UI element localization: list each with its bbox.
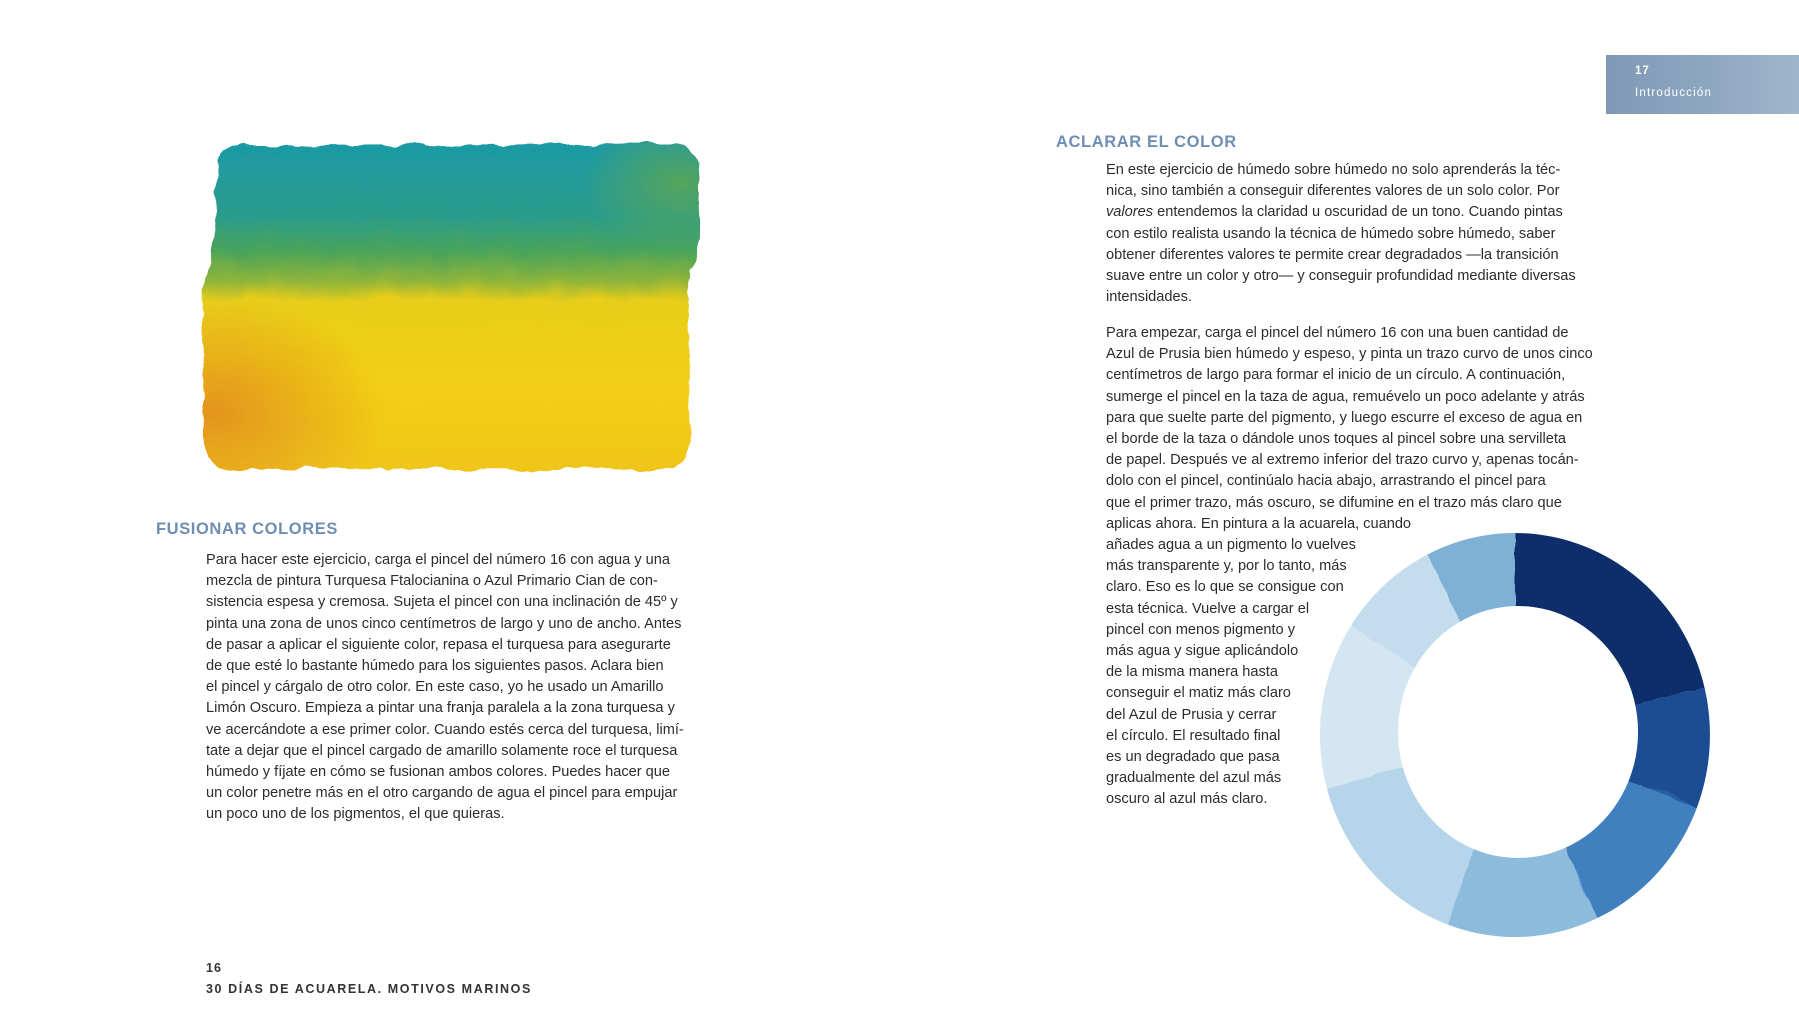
text-segment: nica, sino también a conseguir diferentes valores de un solo color. Por — [1106, 183, 1560, 200]
text-segment: intensidades. — [1106, 289, 1193, 306]
text-line: ve acercándote a ese primer color. Cuando estés cerca del turquesa, limí- — [206, 721, 684, 738]
text-line: añades agua a un pigmento lo vuelves — [1106, 537, 1356, 554]
text-line: más agua y sigue aplicándolo — [1106, 643, 1299, 660]
text-line: que el primer trazo, más oscuro, se difumine en el trazo más claro que — [1106, 494, 1562, 511]
text-line: pinta una zona de unos cinco centímetros de largo y uno de ancho. Antes — [206, 615, 682, 632]
text-line: Limón Oscuro. Empieza a pintar una franja paralela a la zona turquesa y — [206, 700, 675, 717]
text-line: el pincel y cárgalo de otro color. En este caso, yo he usado un Amarillo — [206, 679, 664, 696]
text-line: el borde de la taza o dándole unos toques al pincel sobre una servilleta — [1106, 431, 1567, 448]
text-segment: entendemos la claridad u oscuridad de un tono. Cuando pintas — [1153, 204, 1563, 221]
page-number-right: 17 — [1635, 65, 1650, 77]
text-line: húmedo y fíjate en cómo se fusionan ambos colores. Puedes hacer que — [206, 764, 671, 781]
text-line: de que esté lo bastante húmedo para los siguientes pasos. Aclara bien — [206, 658, 664, 675]
section-title-fusionar-colores: FUSIONAR COLORES — [156, 520, 338, 538]
book-title-footer: 30 DÍAS DE ACUARELA. MOTIVOS MARINOS — [206, 982, 532, 996]
section-title-aclarar-el-color: ACLARAR EL COLOR — [1056, 133, 1237, 151]
text-line: gradualmente del azul más — [1106, 770, 1282, 787]
text-segment: con estilo realista usando la técnica de húmedo sobre húmedo, saber — [1106, 225, 1556, 242]
turquoise-yellow-watercolor-swatch — [200, 140, 700, 475]
text-line: esta técnica. Vuelve a cargar el — [1106, 600, 1310, 617]
right-page — [900, 0, 1799, 1036]
chapter-tab — [1606, 55, 1799, 114]
text-segment: suave entre un color y otro— y conseguir profundidad mediante diversas — [1106, 268, 1576, 285]
text-line: oscuro al azul más claro. — [1106, 791, 1268, 808]
text-line: Azul de Prusia bien húmedo y espeso, y pinta un trazo curvo de unos cinco — [1106, 346, 1593, 363]
text-line: sumerge el pincel en la taza de agua, remuévelo un poco adelante y atrás — [1106, 388, 1585, 405]
text-line: conseguir el matiz más claro — [1106, 685, 1291, 702]
text-line: de la misma manera hasta — [1106, 664, 1278, 681]
text-line: más transparente y, por lo tanto, más — [1106, 558, 1347, 575]
text-line: el círculo. El resultado final — [1106, 727, 1281, 744]
text-line: centímetros de largo para formar el inicio de un círculo. A continuación, — [1106, 367, 1566, 384]
text-segment: En este ejercicio de húmedo sobre húmedo no solo aprenderás la téc- — [1106, 162, 1561, 178]
text-line — [1106, 160, 1576, 181]
fusionar-colores-paragraph — [206, 550, 684, 826]
text-line: Para hacer este ejercicio, carga el pincel del número 16 con agua y una — [206, 552, 671, 568]
text-line: mezcla de pintura Turquesa Ftalocianina o Azul Primario Cian de con- — [206, 573, 658, 590]
text-line: es un degradado que pasa — [1106, 749, 1280, 766]
text-line — [1106, 287, 1576, 308]
text-line — [1106, 224, 1576, 245]
page-number-left: 16 — [206, 961, 222, 975]
text-line: de pasar a aplicar el siguiente color, repasa el turquesa para asegurarte — [206, 636, 671, 653]
text-line: del Azul de Prusia y cerrar — [1106, 706, 1277, 723]
text-line: sistencia espesa y cremosa. Sujeta el pincel con una inclinación de 45º y — [206, 594, 678, 611]
text-line: Para empezar, carga el pincel del número 16 con una buen cantidad de — [1106, 325, 1569, 341]
text-line: claro. Eso es lo que se consigue con — [1106, 579, 1344, 596]
text-line: aplicas ahora. En pintura a la acuarela, cuando — [1106, 515, 1412, 532]
text-line: un color penetre más en el otro cargando de agua el pincel para empujar — [206, 785, 678, 802]
text-line: dolo con el pincel, continúalo hacia abajo, arrastrando el pincel para — [1106, 473, 1546, 490]
text-line: un poco uno de los pigmentos, el que quieras. — [206, 806, 505, 823]
text-line: de papel. Después ve al extremo inferior del trazo curvo y, apenas tocán- — [1106, 452, 1579, 469]
text-line — [1106, 181, 1576, 202]
text-line: para que suelte parte del pigmento, y luego escurre el exceso de agua en — [1106, 409, 1583, 426]
prussian-blue-watercolor-ring — [1315, 528, 1715, 938]
italic-term: valores — [1106, 204, 1154, 221]
text-line: tate a dejar que el pincel cargado de amarillo solamente roce el turquesa — [206, 742, 678, 759]
text-line: pincel con menos pigmento y — [1106, 621, 1296, 638]
text-line — [1106, 202, 1576, 223]
text-line — [1106, 245, 1576, 266]
aclarar-color-paragraph-1 — [1106, 160, 1576, 308]
text-segment: obtener diferentes valores te permite crear degradados —la transición — [1106, 246, 1559, 263]
chapter-label: Introducción — [1635, 87, 1713, 99]
text-line — [1106, 266, 1576, 287]
